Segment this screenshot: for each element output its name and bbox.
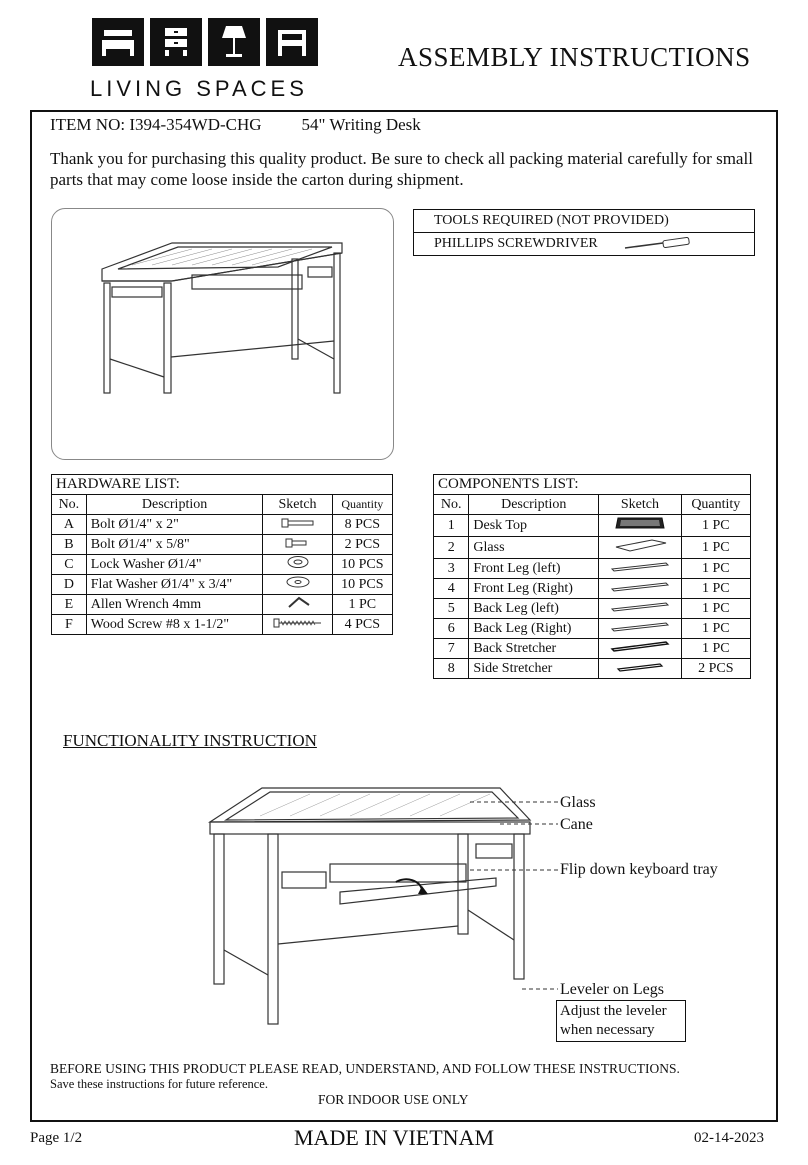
hw-qty: 2 PCS bbox=[332, 535, 392, 555]
hardware-title: HARDWARE LIST: bbox=[52, 475, 393, 495]
leg-icon bbox=[599, 559, 681, 579]
tools-item bbox=[414, 233, 755, 256]
hw-qty: 10 PCS bbox=[332, 575, 392, 595]
cp-desc: Desk Top bbox=[469, 515, 599, 537]
table-row bbox=[434, 579, 751, 599]
table-row bbox=[434, 515, 751, 537]
cp-qty: 1 PC bbox=[681, 515, 750, 537]
cp-qty: 1 PC bbox=[681, 579, 750, 599]
cp-desc: Front Leg (Right) bbox=[469, 579, 599, 599]
adjust-line-2: when necessary bbox=[560, 1022, 655, 1038]
cp-col-sketch: Sketch bbox=[599, 495, 681, 515]
cp-desc: Back Stretcher bbox=[469, 639, 599, 659]
logo-bed-icon bbox=[92, 18, 144, 66]
hw-no: F bbox=[52, 615, 87, 635]
table-row bbox=[434, 599, 751, 619]
logo-lamp-icon bbox=[208, 18, 260, 66]
hw-desc: Bolt Ø1/4" x 2" bbox=[86, 515, 263, 535]
hw-col-desc: Description bbox=[86, 495, 263, 515]
cp-desc: Back Leg (left) bbox=[469, 599, 599, 619]
table-row bbox=[434, 537, 751, 559]
cp-qty: 2 PCS bbox=[681, 659, 750, 679]
cp-qty: 1 PC bbox=[681, 559, 750, 579]
table-row bbox=[52, 595, 393, 615]
adjust-leveler-note bbox=[556, 1000, 686, 1042]
intro-text: Thank you for purchasing this quality product. Be sure to check all packing material carefully for small parts that may come loose inside the carton during shipment. bbox=[50, 149, 753, 189]
components-table bbox=[433, 474, 751, 679]
desk-top-icon bbox=[599, 515, 681, 537]
table-row bbox=[52, 615, 393, 635]
hw-desc: Lock Washer Ø1/4" bbox=[86, 555, 263, 575]
short-bolt-icon bbox=[263, 535, 332, 555]
cp-col-qty: Quantity bbox=[681, 495, 750, 515]
callout-tray: Flip down keyboard tray bbox=[560, 861, 718, 878]
item-number: ITEM NO: I394-354WD-CHG bbox=[50, 115, 262, 134]
cp-qty: 1 PC bbox=[681, 619, 750, 639]
hw-qty: 8 PCS bbox=[332, 515, 392, 535]
stretcher-icon bbox=[599, 659, 681, 679]
document-title: ASSEMBLY INSTRUCTIONS bbox=[398, 42, 751, 72]
flat-washer-icon bbox=[263, 575, 332, 595]
cp-no: 1 bbox=[434, 515, 469, 537]
cp-desc: Front Leg (left) bbox=[469, 559, 599, 579]
wood-screw-icon bbox=[263, 615, 332, 635]
item-description: 54" Writing Desk bbox=[301, 115, 421, 134]
hw-no: B bbox=[52, 535, 87, 555]
bolt-icon bbox=[263, 515, 332, 535]
document-date: 02-14-2023 bbox=[694, 1130, 764, 1146]
hw-desc: Flat Washer Ø1/4" x 3/4" bbox=[86, 575, 263, 595]
cp-col-no: No. bbox=[434, 495, 469, 515]
cp-no: 6 bbox=[434, 619, 469, 639]
hw-qty: 4 PCS bbox=[332, 615, 392, 635]
logo-sofa-icon bbox=[266, 18, 318, 66]
hardware-table bbox=[51, 474, 393, 635]
leg-icon bbox=[599, 619, 681, 639]
cp-no: 5 bbox=[434, 599, 469, 619]
table-row bbox=[52, 535, 393, 555]
hw-no: D bbox=[52, 575, 87, 595]
callout-leveler: Leveler on Legs bbox=[560, 981, 664, 998]
cp-qty: 1 PC bbox=[681, 639, 750, 659]
cp-no: 3 bbox=[434, 559, 469, 579]
hw-col-qty: Quantity bbox=[332, 495, 392, 515]
cp-no: 2 bbox=[434, 537, 469, 559]
desk-illustration bbox=[51, 208, 394, 460]
callout-glass: Glass bbox=[560, 794, 596, 811]
functionality-heading: FUNCTIONALITY INSTRUCTION bbox=[63, 731, 317, 750]
leg-icon bbox=[599, 579, 681, 599]
hw-qty: 10 PCS bbox=[332, 555, 392, 575]
hw-col-sketch: Sketch bbox=[263, 495, 332, 515]
cp-qty: 1 PC bbox=[681, 599, 750, 619]
table-row bbox=[52, 515, 393, 535]
warning-text: BEFORE USING THIS PRODUCT PLEASE READ, UNDERSTAND, AND FOLLOW THESE INSTRUCTIONS. bbox=[50, 1061, 680, 1076]
table-row bbox=[52, 555, 393, 575]
brand-name: LIVING SPACES bbox=[90, 76, 308, 101]
cp-no: 4 bbox=[434, 579, 469, 599]
callout-cane: Cane bbox=[560, 816, 593, 833]
logo-dresser-icon bbox=[150, 18, 202, 66]
cp-no: 8 bbox=[434, 659, 469, 679]
tools-item-label: PHILLIPS SCREWDRIVER bbox=[434, 236, 598, 251]
adjust-line-1: Adjust the leveler bbox=[560, 1003, 667, 1019]
functionality-diagram bbox=[200, 780, 560, 1035]
cp-desc: Back Leg (Right) bbox=[469, 619, 599, 639]
tools-heading: TOOLS REQUIRED (NOT PROVIDED) bbox=[414, 210, 755, 233]
hw-desc: Allen Wrench 4mm bbox=[86, 595, 263, 615]
tools-table bbox=[413, 209, 755, 256]
allen-wrench-icon bbox=[263, 595, 332, 615]
item-line bbox=[50, 115, 421, 135]
leg-icon bbox=[599, 599, 681, 619]
page-number: Page 1/2 bbox=[30, 1130, 83, 1146]
table-row bbox=[434, 659, 751, 679]
hw-desc: Bolt Ø1/4" x 5/8" bbox=[86, 535, 263, 555]
cp-desc: Glass bbox=[469, 537, 599, 559]
cp-qty: 1 PC bbox=[681, 537, 750, 559]
cp-desc: Side Stretcher bbox=[469, 659, 599, 679]
hw-no: A bbox=[52, 515, 87, 535]
screwdriver-icon bbox=[623, 237, 693, 251]
hw-desc: Wood Screw #8 x 1-1/2" bbox=[86, 615, 263, 635]
made-in: MADE IN VIETNAM bbox=[294, 1125, 495, 1150]
stretcher-icon bbox=[599, 639, 681, 659]
table-row bbox=[434, 559, 751, 579]
components-title: COMPONENTS LIST: bbox=[434, 475, 751, 495]
cp-no: 7 bbox=[434, 639, 469, 659]
table-row bbox=[52, 575, 393, 595]
hw-col-no: No. bbox=[52, 495, 87, 515]
hw-qty: 1 PC bbox=[332, 595, 392, 615]
hw-no: E bbox=[52, 595, 87, 615]
cp-col-desc: Description bbox=[469, 495, 599, 515]
table-row bbox=[434, 619, 751, 639]
glass-icon bbox=[599, 537, 681, 559]
hw-no: C bbox=[52, 555, 87, 575]
lock-washer-icon bbox=[263, 555, 332, 575]
table-row bbox=[434, 639, 751, 659]
indoor-use-text: FOR INDOOR USE ONLY bbox=[318, 1092, 469, 1107]
save-instructions-text: Save these instructions for future reference. bbox=[50, 1077, 268, 1091]
